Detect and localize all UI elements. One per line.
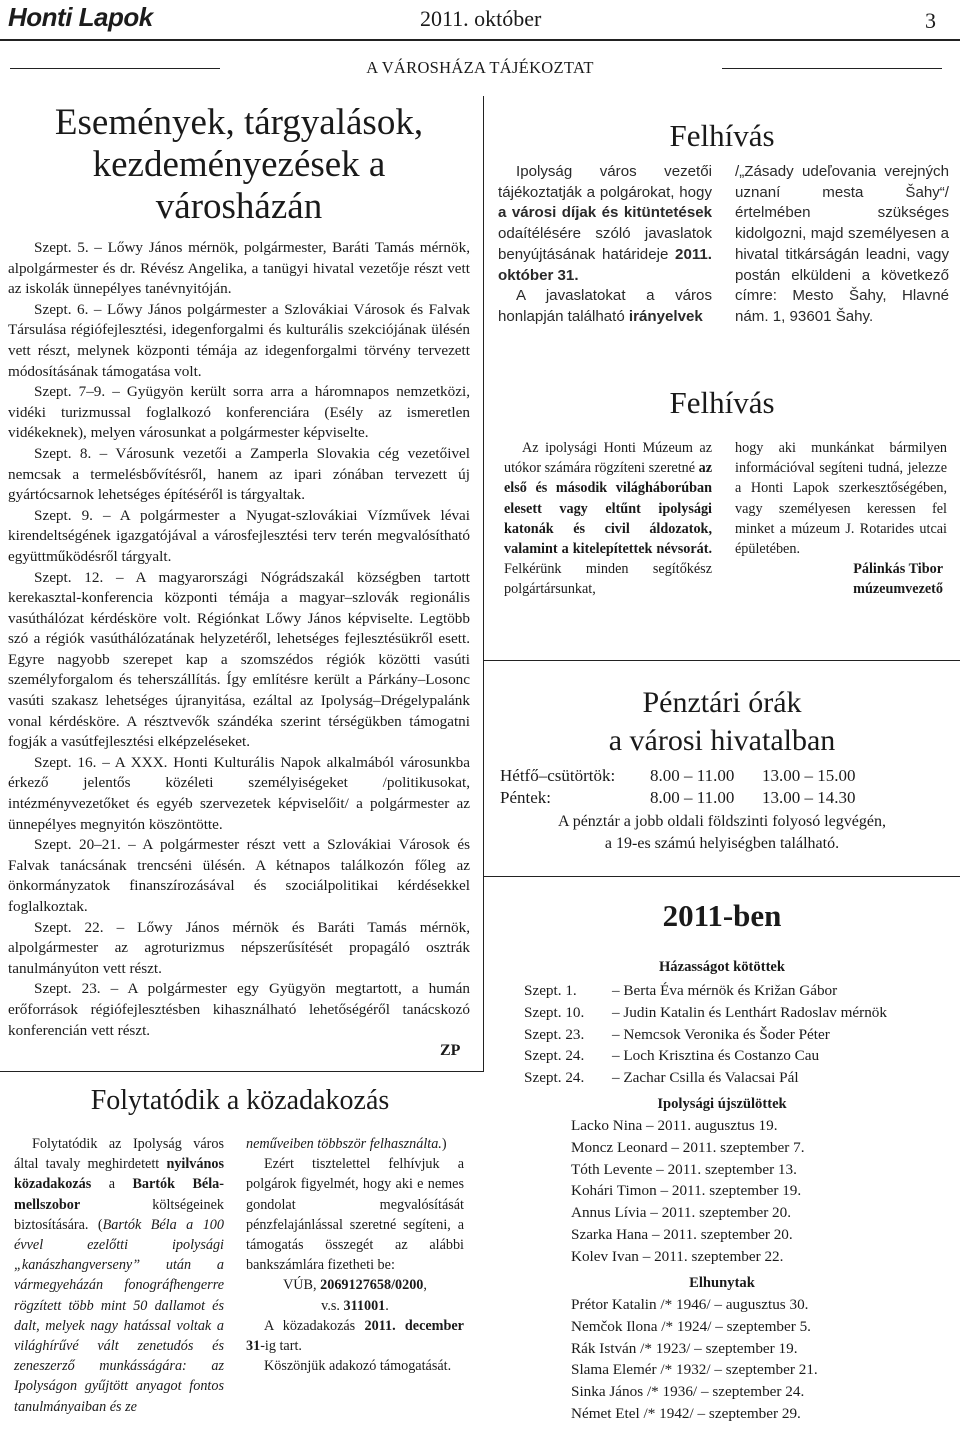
collection-text: költségeinek biztosítására. ( [14, 1196, 224, 1233]
married-names: – Nemcsok Veronika és Šoder Péter [612, 1025, 830, 1043]
event-paragraph: Szept. 7–9. – Gyügyön került sorra arra a háromnapos nemzetközi, vidéki turizmussal foglalkozó konferenciára (Esély az ismeretlen vidékeknek), melyen városunkat a polgármester képviselte. [8, 383, 470, 442]
section-rule-right [722, 68, 942, 69]
married-date: Szept. 24. [524, 1069, 585, 1087]
born-row: Tóth Levente – 2011. szeptember 13. [571, 1160, 797, 1178]
event-paragraph: Szept. 12. – A magyarországi Nógrádszakál községben tartott kerekasztal-konferencia központi témája a magyar–szlovák regionális vasúthálózat kérdésköre volt. Régiónkat Lőwy János képviselte. Legtöbb szó a régiók vasúthálózatának helyzetéről, lehetséges fejlesztésükről esett. Egyre nagyobb szerepet kap a szomszédos régiók közötti vasúti személyforgalom és teherszállítás. Így említésre került a Párkány–Losonc vasúti szakasz lehetséges újranyitása, ezáltal az Ipolyság–Drégelypalánk vonal kérdésköre. A résztvevők szándéka szerint térségükben támogatni fogják a vasútfejlesztési elképzeléseket. [8, 568, 470, 751]
died-row: Prétor Katalin /* 1946/ – augusztus 30. [571, 1296, 809, 1313]
married-date: Szept. 23. [524, 1025, 585, 1043]
call1-deadline: 2011. október 31. [498, 245, 712, 284]
married-names: – Judin Katalin és Lenthárt Radoslav mérnök [612, 1003, 887, 1021]
cashier-bottom-rule [484, 876, 960, 877]
call2-left-col [504, 438, 712, 600]
page-number: 3 [925, 8, 936, 33]
born-list [571, 1115, 805, 1268]
section-rule-left [10, 68, 220, 69]
vs-value: 311001 [343, 1297, 386, 1314]
collection-text: a [91, 1176, 133, 1193]
masthead-date: 2011. október [420, 6, 542, 31]
collection-bold: Bartók Béla-mellszobor [14, 1176, 224, 1213]
call2-signature-name: Pálinkás Tibor [853, 561, 943, 578]
vs-label: v.s. [321, 1297, 344, 1314]
hours-day: Hétfő–csütörtök: [500, 766, 616, 785]
married-row [524, 1067, 887, 1089]
thanks-text: Köszönjük adakozó támogatását. [264, 1358, 452, 1375]
call1-bold: irányelvek [628, 307, 703, 325]
cashier-title-line1: Pénztári órák [642, 686, 802, 719]
deadline-text: -ig tart. [260, 1338, 302, 1355]
born-row: Lacko Nina – 2011. augusztus 19. [571, 1117, 778, 1134]
event-paragraph: Szept. 8. – Városunk vezetői a Zamperla Slovakia cég vezetőivel nemcsak a termelésbővítésről, hanem az ipari zónában tervezett új gyártócsarnok lehetséges építéséről is tárgyaltak. [8, 444, 470, 504]
died-list [571, 1294, 818, 1425]
masthead-rule [0, 39, 960, 41]
event-paragraph: Szept. 22. – Lőwy János mérnök és Baráti Tamás mérnök, alpolgármester az agroturizmus népszerűsítését propagáló osztrák tanulmányúton vett részt. [8, 918, 470, 977]
event-paragraph: Szept. 20–21. – A polgármester részt vett a Szlovákiai Városok és Falvak tanácsának trencséni ülésén. A kétnapos találkozón főleg az önkormányzatok finanszírozásával és szociálpolitikai kérdésekkel foglalkoztak. [8, 836, 470, 915]
died-row: Sinka János /* 1936/ – szeptember 24. [571, 1383, 805, 1401]
born-title: Ipolysági újszülöttek [657, 1096, 787, 1112]
collection-paragraph: Ezért tisztelettel felhívjuk a polgárok figyelmét, hogy aki e nemes gondolat megvalósítását pénzfelajánlással szeretné segíteni, a támogatás összegét az alábbi bankszámlára fizetheti be: [246, 1156, 464, 1274]
married-date: Szept. 10. [524, 1003, 585, 1021]
married-date: Szept. 1. [524, 982, 577, 999]
collection-top-rule [0, 1071, 484, 1072]
event-paragraph: Szept. 6. – Lőwy János polgármester a Szlovákiai Városok és Falvak Társulása régiófejlesztési, idegenforgalmi és kulturális szekciójának ülésén vett részt, melynek központi témája az idegenforgalmi törvény tervezett módosításának támogatása volt. [8, 300, 470, 380]
event-paragraph: Szept. 9. – A polgármester a Nyugat-szlovákiai Vízművek lévai kirendeltségének igazgatójával a városfejlesztési terv terén megvalósítható együttműködésről tárgyalt. [8, 506, 470, 565]
call2-text: Felkérünk minden segítőkész polgártársunkat, [504, 561, 712, 598]
hours-afternoon: 13.00 – 14.30 [762, 788, 856, 807]
events-title-line2: kezdeményezések a városházán [92, 144, 386, 227]
call2-signature-title: múzeumvezető [853, 581, 943, 598]
section-title: A VÁROSHÁZA TÁJÉKOZTAT [366, 58, 594, 77]
married-date: Szept. 24. [524, 1047, 585, 1065]
married-names: – Loch Krisztina és Costanzo Cau [612, 1047, 820, 1065]
married-row [524, 980, 887, 1002]
event-paragraph: Szept. 5. – Lőwy János mérnök, polgármester, Baráti Tamás mérnök, alpolgármester és dr. Révész Angelika, a tanügyi hivatal vezetője részt vett az iskolák ünnepélyes tanévnyitóján. [8, 239, 470, 298]
born-row: Annus Lívia – 2011. szeptember 20. [571, 1204, 792, 1222]
bank-account: 2069127658/0200 [320, 1277, 424, 1294]
died-row: Slama Elemér /* 1932/ – szeptember 21. [571, 1361, 818, 1379]
married-row [524, 1024, 887, 1046]
born-row: Kohári Timon – 2011. szeptember 19. [571, 1182, 802, 1200]
died-row: Német Etel /* 1942/ – szeptember 29. [571, 1404, 801, 1422]
events-body [8, 238, 470, 1041]
year-title: 2011-ben [662, 898, 782, 933]
married-names: – Berta Éva mérnök és Križan Gábor [612, 982, 838, 999]
deadline-text: A közadakozás [264, 1317, 365, 1334]
events-title [8, 102, 470, 228]
collection-bold: nyilvános közadakozás [14, 1156, 224, 1193]
married-row [524, 1045, 887, 1067]
call2-right-col [735, 438, 947, 600]
cashier-note [484, 811, 960, 855]
call1-text: Ipolyság város vezetői tájékoztatják a polgárokat, hogy [498, 163, 712, 201]
events-article [8, 102, 470, 1041]
events-title-line1: Események, tárgyalások, [54, 102, 424, 143]
collection-text: Folytatódik az Ipolyság város által tavaly meghirdetett [14, 1136, 224, 1173]
born-row: Kolev Ivan – 2011. szeptember 22. [571, 1247, 784, 1265]
died-row: Nemčok Ilona /* 1924/ – szeptember 5. [571, 1317, 811, 1335]
hours-morning: 8.00 – 11.00 [650, 788, 735, 807]
call2-bold: az első és második világháborúban elesett vagy eltűnt ipolysági katonák és civil áldozatok, valamint a kitelepítettek névsorát. [504, 460, 712, 558]
collection-italic: neműveiben többször felhasználta. [246, 1136, 442, 1152]
event-paragraph: Szept. 23. – A polgármester egy Gyügyön megtartott, a humán erőforrások régiófejlesztésben kihasználható lehetőségéről tanácskozó konferencián vett részt. [8, 980, 470, 1039]
events-signature: ZP [440, 1042, 461, 1059]
hours-morning: 8.00 – 11.00 [650, 766, 735, 785]
call1-right-col [735, 162, 949, 328]
died-title: Elhunytak [689, 1275, 755, 1291]
cashier-title [484, 684, 960, 760]
call2-text: hogy aki munkánkat bármilyen információval segíteni tudná, jelezze a Honti Lapok szerkesztőségében, vagy személyesen keressen fel minket a múzeum J. Rotarides utcai épületében. [735, 440, 947, 558]
cashier-title-line2: a városi hivatalban [608, 724, 836, 757]
masthead-title: Honti Lapok [8, 2, 153, 32]
call2-text: Az ipolysági Honti Múzeum az utókor számára rögzíteni szeretné [504, 440, 712, 477]
cashier-note-line: A pénztár a jobb oldali földszinti folyosó legvégén, [558, 813, 886, 830]
hours-afternoon: 13.00 – 15.00 [762, 766, 856, 785]
married-list [524, 980, 887, 1089]
married-row [524, 1002, 887, 1024]
cashier-hours [500, 765, 856, 809]
collection-text: ) [441, 1136, 447, 1152]
event-paragraph: Szept. 16. – A XXX. Honti Kulturális Napok alkalmából városunkba érkező jelentős közéleti személyiségeket /politikusokat, intézményvezetőket és egyéb szervezetek képviselőit/ a polgármester az ünnepélyes megnyitón köszöntötte. [8, 753, 470, 833]
hours-row [500, 787, 856, 809]
call2-title: Felhívás [669, 385, 775, 420]
hours-day: Péntek: [500, 788, 551, 807]
married-title: Házasságot kötöttek [658, 959, 786, 975]
born-row: Moncz Leonard – 2011. szeptember 7. [571, 1138, 805, 1156]
collection-italic: Bartók Béla a 100 évvel ezelőtti ipolysági „kanászhangverseny” után a vármegyeházán fonográfhengerre rögzített több mint 50 dallamot és dalt, melyek nagy hatással voltak a világhírűvé vált zenetudós és zeneszerző munkásságára: az Ipolyságon gyűjtött anyagot fontos tanulmányaiban és ze [14, 1216, 224, 1415]
call1-text: odaítélésére szóló javaslatok benyújtásának határideje [498, 225, 712, 263]
call1-text: A javaslatokat a város honlapján található [498, 287, 712, 325]
collection-right-col: neműveiben többször felhasználta.) Ezért tisztelettel felhívjuk a polgárok figyelmét, hogy aki e nemes gondolat megvalósítását pénzfelajánlással szeretné segíteni, a támogatás összegét az alábbi bankszámlára fizetheti be: VÚB, 2069127658/0200, v.s. 311001. A közadakozás 2011. december 31-ig tart. Köszönjük adakozó támogatását. [246, 1134, 464, 1376]
call1-title: Felhívás [669, 118, 775, 153]
married-names: – Zachar Csilla és Valacsai Pál [612, 1069, 799, 1087]
call2-bottom-rule [484, 660, 960, 661]
hours-row [500, 765, 856, 787]
call1-text: /„Zásady udeľovania verejných uznaní mesta Šahy“/ értelmében szükséges kidolgozni, majd személyesen a hivatal titkárságán leadni, vagy postán elküldeni a következő címre: Mesto Šahy, Hlavné nám. 1, 93601 Šahy. [735, 163, 949, 325]
masthead [0, 0, 960, 40]
call1-left-col [498, 162, 712, 328]
born-row: Szarka Hana – 2011. szeptember 20. [571, 1225, 793, 1243]
collection-left-col [14, 1134, 224, 1417]
collection-title: Folytatódik a közadakozás [90, 1085, 390, 1116]
cashier-note-line: a 19-es számú helyiségben található. [604, 835, 840, 852]
call1-bold: a városi díjak és kitüntetések [498, 204, 712, 222]
deadline-date: 2011. december 31 [246, 1317, 464, 1355]
bank-name: VÚB, [283, 1277, 321, 1294]
died-row: Rák István /* 1923/ – szeptember 19. [571, 1339, 798, 1357]
